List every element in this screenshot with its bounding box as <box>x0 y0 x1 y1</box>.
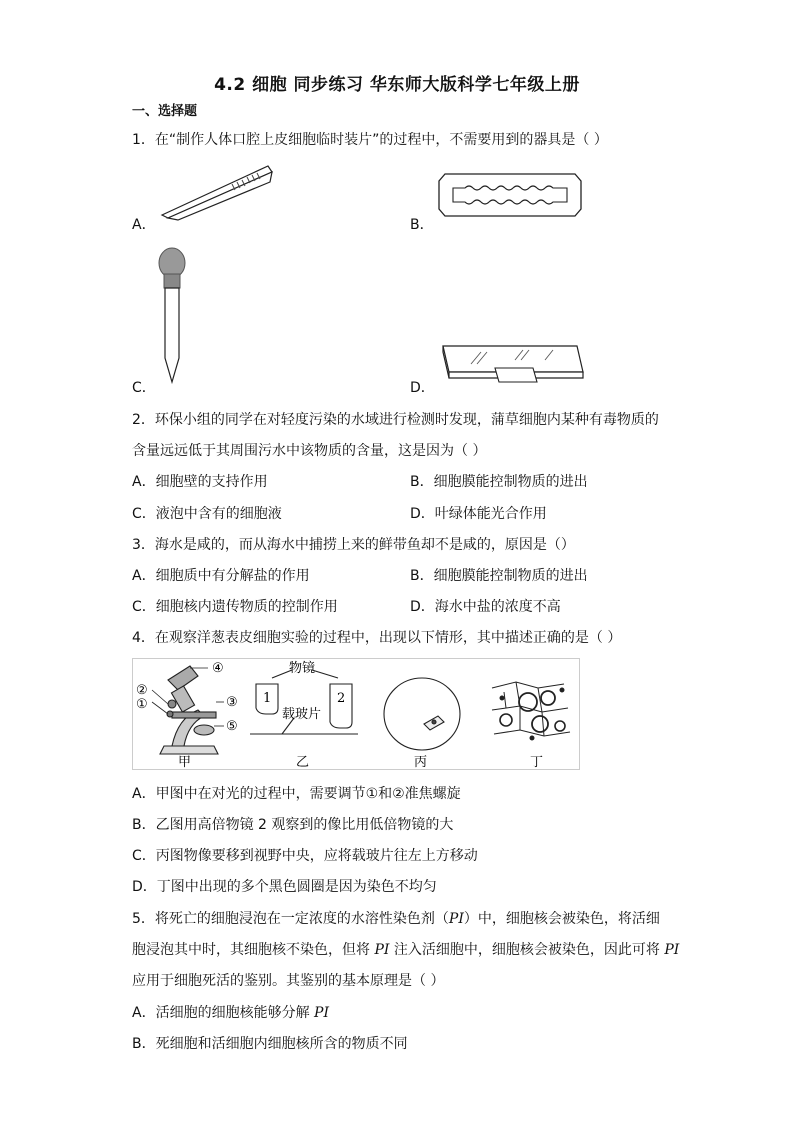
page-title: 4.2 细胞 同步练习 华东师大版科学七年级上册 <box>214 75 580 95</box>
q3-option-b: B．细胞膜能控制物质的进出 <box>410 568 588 584</box>
razor-blade-image <box>437 172 583 218</box>
q5-line2-part1: 胞浸泡其中时，其细胞核不染色，但将 <box>132 942 375 958</box>
q2-stem-line2: 含量远远低于其周围污水中该物质的含量，这是因为（ ） <box>132 443 487 459</box>
q5-option-a <box>132 1004 329 1022</box>
q5-stem-line3: 应用于细胞死活的鉴别。其鉴别的基本原理是（ ） <box>132 973 445 989</box>
label-num-1: ① <box>136 697 148 712</box>
label-lens-2: 2 <box>337 691 346 706</box>
section-heading: 一、选择题 <box>132 104 198 119</box>
label-num-2: ② <box>136 683 148 698</box>
pi-term: PI <box>374 942 390 958</box>
q4-option-a: A．甲图中在对光的过程中，需要调节①和②准焦螺旋 <box>132 786 461 802</box>
q5-stem-line1 <box>132 910 660 928</box>
field-of-view-diagram <box>384 678 460 750</box>
label-num-5: ⑤ <box>226 719 238 734</box>
q5-line2-part2: 注入活细胞中，细胞核会被染色，因此可将 <box>389 942 665 958</box>
q4-stem: 4．在观察洋葱表皮细胞实验的过程中，出现以下情形，其中描述正确的是（ ） <box>132 630 622 646</box>
q1-stem: 1．在“制作人体口腔上皮细胞临时装片”的过程中，不需要用到的器具是（ ） <box>132 132 608 148</box>
q1-option-d: D． <box>410 380 435 396</box>
microscope-figure-panel <box>132 658 580 770</box>
caption-yi: 乙 <box>296 755 310 770</box>
q2-stem-line1: 2．环保小组的同学在对轻度污染的水域进行检测时发现，蒲草细胞内某种有毒物质的 <box>132 412 659 428</box>
q5-option-a-text: A．活细胞的细胞核能够分解 <box>132 1005 315 1021</box>
q1-option-b: B． <box>410 217 434 233</box>
q2-option-b: B．细胞膜能控制物质的进出 <box>410 474 588 490</box>
pi-term: PI <box>314 1005 329 1021</box>
q3-option-c: C．细胞核内遗传物质的控制作用 <box>132 599 338 615</box>
caption-bing: 丙 <box>414 755 428 770</box>
q2-option-c: C．液泡中含有的细胞液 <box>132 506 282 522</box>
q5-option-b: B．死细胞和活细胞内细胞核所含的物质不同 <box>132 1036 408 1052</box>
dropper-image <box>156 246 188 386</box>
label-objective: 物镜 <box>289 661 316 676</box>
q4-option-d: D．丁图中出现的多个黑色圆圈是因为染色不均匀 <box>132 879 437 895</box>
caption-jia: 甲 <box>178 755 192 770</box>
label-num-3: ③ <box>226 695 238 710</box>
q1-option-c: C． <box>132 380 156 396</box>
label-num-4: ④ <box>212 661 224 676</box>
q2-option-d: D．叶绿体能光合作用 <box>410 506 547 522</box>
q1-option-a: A． <box>132 217 156 233</box>
q4-option-b: B．乙图用高倍物镜 2 观察到的像比用低倍物镜的大 <box>132 817 454 833</box>
label-slide: 载玻片 <box>282 707 322 722</box>
q3-stem: 3．海水是咸的，而从海水中捕捞上来的鲜带鱼却不是咸的，原因是（） <box>132 537 575 553</box>
q5-line1-part1: 5．将死亡的细胞浸泡在一定浓度的水溶性染色剂（ <box>132 911 449 927</box>
q4-option-c: C．丙图物像要移到视野中央，应将载玻片往左上方移动 <box>132 848 478 864</box>
q2-option-a: A．细胞壁的支持作用 <box>132 474 268 490</box>
glass-slide-image <box>437 340 587 388</box>
tweezers-image <box>160 160 275 222</box>
label-lens-1: 1 <box>263 691 272 706</box>
caption-ding: 丁 <box>530 755 544 770</box>
pi-term: PI <box>448 911 464 927</box>
q5-line1-part2: ）中，细胞核会被染色，将活细 <box>463 911 660 927</box>
pi-term: PI <box>664 942 680 958</box>
q3-option-a: A．细胞质中有分解盐的作用 <box>132 568 310 584</box>
q3-option-d: D．海水中盐的浓度不高 <box>410 599 561 615</box>
q5-stem-line2 <box>132 941 679 959</box>
